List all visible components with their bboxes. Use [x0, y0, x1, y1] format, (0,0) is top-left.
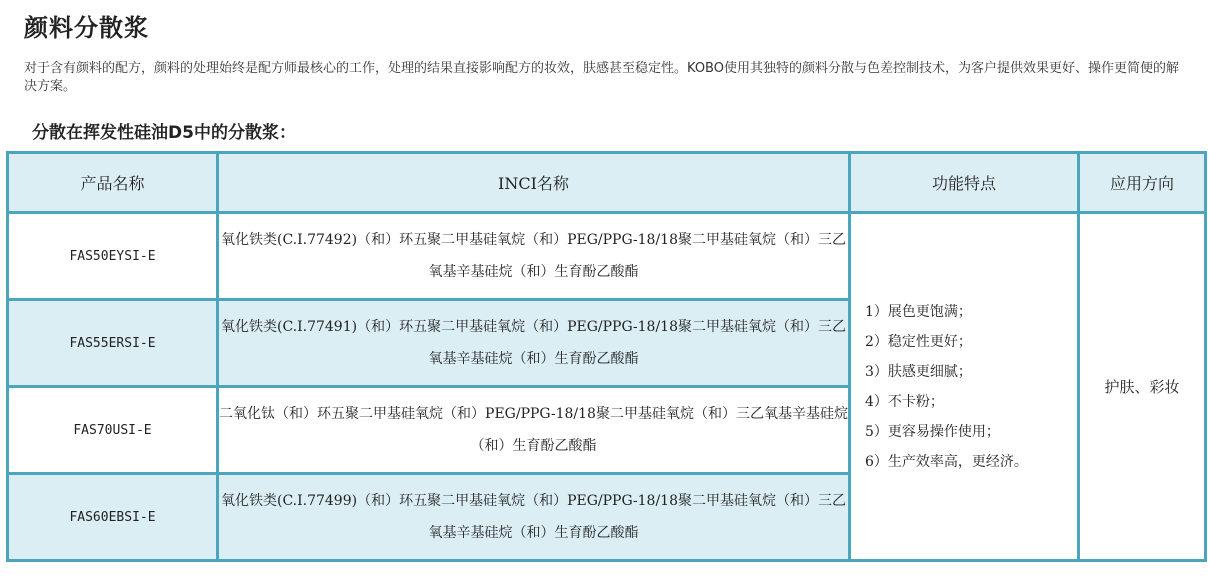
table-row [8, 213, 1206, 300]
features-cell [850, 213, 1079, 561]
section-title: 分散在挥发性硅油D5中的分散浆： [32, 123, 296, 143]
product-code: FAS70USI-E [8, 387, 218, 474]
feature-item: 6）生产效率高，更经济。 [865, 453, 1028, 470]
feature-item: 3）肤感更细腻； [865, 363, 972, 380]
header-applications: 应用方向 [1079, 153, 1206, 213]
product-code: FAS50EYSI-E [8, 213, 218, 300]
header-features: 功能特点 [850, 153, 1079, 213]
inci-name: 氧化铁类(C.I.77491)（和）环五聚二甲基硅氧烷（和）PEG/PPG-18/18聚二甲基硅氧烷（和）三乙氧基辛基硅烷（和）生育酚乙酸酯 [218, 300, 850, 387]
inci-name: 二氧化钛（和）环五聚二甲基硅氧烷（和）PEG/PPG-18/18聚二甲基硅氧烷（和）三乙氧基辛基硅烷（和）生育酚乙酸酯 [218, 387, 850, 474]
header-product-name: 产品名称 [8, 153, 218, 213]
table-header-row [8, 153, 1206, 213]
feature-item: 4）不卡粉； [865, 393, 944, 410]
product-table [6, 151, 1207, 562]
inci-name: 氧化铁类(C.I.77492)（和）环五聚二甲基硅氧烷（和）PEG/PPG-18/18聚二甲基硅氧烷（和）三乙氧基辛基硅烷（和）生育酚乙酸酯 [218, 213, 850, 300]
page-title: 颜料分散浆 [24, 14, 149, 42]
product-code: FAS60EBSI-E [8, 474, 218, 561]
intro-paragraph: 对于含有颜料的配方，颜料的处理始终是配方师最核心的工作，处理的结果直接影响配方的妆效，肤感甚至稳定性。KOBO使用其独特的颜料分散与色差控制技术，为客户提供效果更好、操作更简便的解决方案。 [24, 61, 1179, 94]
applications-cell: 护肤、彩妆 [1079, 213, 1206, 561]
header-inci-name: INCI名称 [218, 153, 850, 213]
inci-name: 氧化铁类(C.I.77499)（和）环五聚二甲基硅氧烷（和）PEG/PPG-18/18聚二甲基硅氧烷（和）三乙氧基辛基硅烷（和）生育酚乙酸酯 [218, 474, 850, 561]
product-code: FAS55ERSI-E [8, 300, 218, 387]
feature-item: 5）更容易操作使用； [865, 423, 1000, 440]
feature-item: 1）展色更饱满； [865, 303, 972, 320]
feature-item: 2）稳定性更好； [865, 333, 972, 350]
